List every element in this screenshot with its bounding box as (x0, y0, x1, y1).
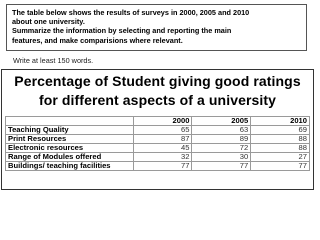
rating-cell: 87 (133, 135, 192, 144)
row-label: Electronic resources (6, 144, 134, 153)
task-line-4: features, and make comparisions where relevant. (12, 35, 183, 45)
task-line-3: Summarize the information by selecting and reporting the main (12, 26, 232, 36)
row-label: Buildings/ teaching facilities (6, 162, 134, 171)
ratings-grid (5, 116, 310, 171)
year-header: 2010 (251, 117, 310, 126)
rating-cell: 32 (133, 153, 192, 162)
rating-cell: 69 (251, 126, 310, 135)
table-title (2, 72, 313, 110)
word-count-note: Write at least 150 words. (13, 56, 94, 65)
table-row (6, 162, 310, 171)
row-label: Teaching Quality (6, 126, 134, 135)
year-header: 2000 (133, 117, 192, 126)
table-title-line-2: for different aspects of a university (38, 92, 277, 108)
survey-table (1, 69, 314, 190)
rating-cell: 77 (192, 162, 251, 171)
rating-cell: 77 (251, 162, 310, 171)
rating-cell: 65 (133, 126, 192, 135)
rating-cell: 45 (133, 144, 192, 153)
table-title-line-1: Percentage of Student giving good ratings (14, 73, 301, 89)
row-label: Range of Modules offered (6, 153, 134, 162)
rating-cell: 88 (251, 135, 310, 144)
row-label: Print Resources (6, 135, 134, 144)
rating-cell: 77 (133, 162, 192, 171)
rating-cell: 72 (192, 144, 251, 153)
task-line-2: about one university. (12, 17, 85, 27)
rating-cell: 30 (192, 153, 251, 162)
rating-cell: 27 (251, 153, 310, 162)
rating-cell: 88 (251, 144, 310, 153)
rating-cell: 89 (192, 135, 251, 144)
task-instructions (6, 4, 307, 51)
task-line-1: The table below shows the results of surveys in 2000, 2005 and 2010 (12, 8, 250, 17)
year-header: 2005 (192, 117, 251, 126)
rating-cell: 63 (192, 126, 251, 135)
